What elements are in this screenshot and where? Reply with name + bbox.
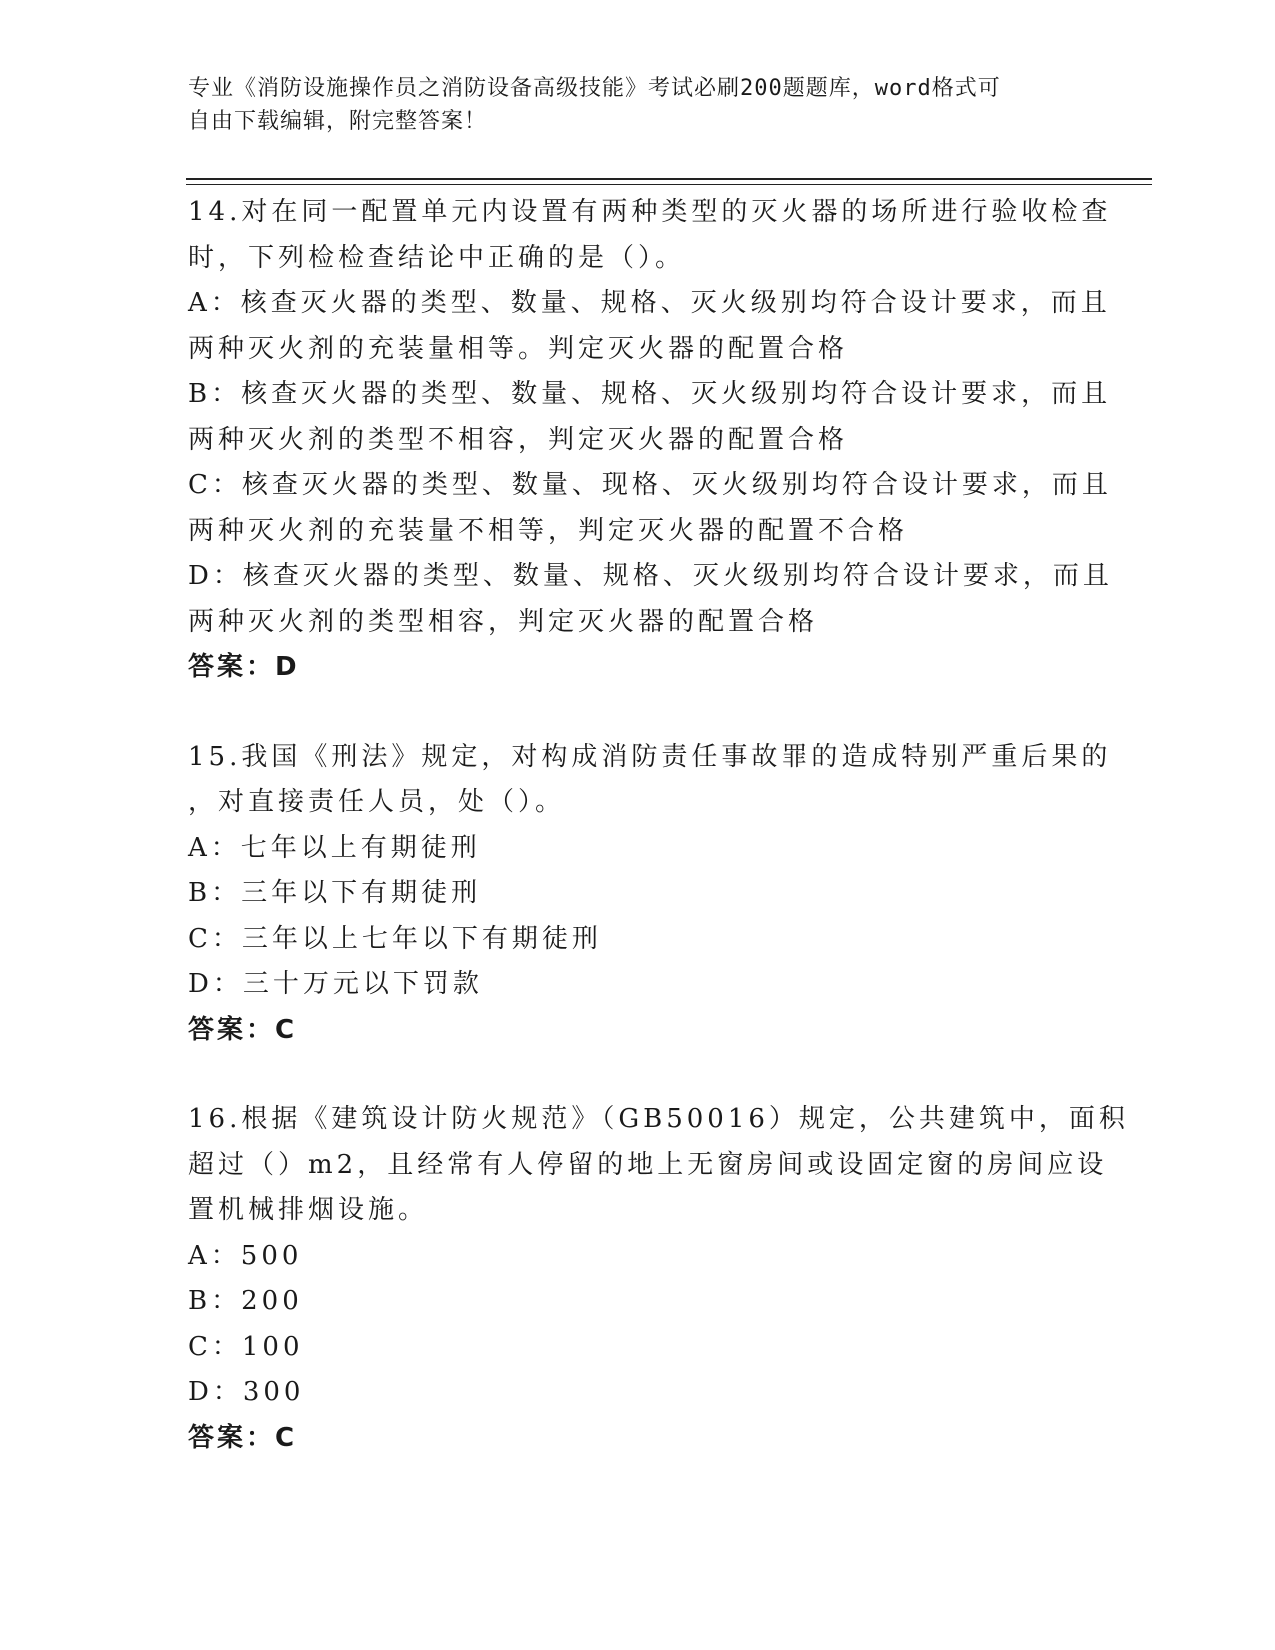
option-a-line: A：核查灭火器的类型、数量、规格、灭火级别均符合设计要求，而且 xyxy=(188,288,1111,318)
question-16 xyxy=(188,1097,1129,1461)
option-d-line: D：核查灭火器的类型、数量、规格、灭火级别均符合设计要求，而且 xyxy=(188,561,1113,591)
answer-label: 答案：D xyxy=(188,652,300,682)
question-15 xyxy=(188,735,1112,1054)
option-d-line: D：三十万元以下罚款 xyxy=(188,969,483,999)
option-b-line: B：200 xyxy=(188,1286,303,1316)
option-c-line: C：100 xyxy=(188,1331,304,1362)
header-divider-thin xyxy=(186,184,1152,185)
option-b-line: 两种灭火剂的类型不相容，判定灭火器的配置合格 xyxy=(188,424,849,455)
option-c-line: C：三年以上七年以下有期徒刑 xyxy=(188,923,602,954)
question-list xyxy=(188,190,1129,1461)
answer-label: 答案：C xyxy=(188,1422,298,1453)
question-stem-line: 14.对在同一配置单元内设置有两种类型的灭火器的场所进行验收检查 xyxy=(188,197,1112,227)
document-header xyxy=(188,72,1088,138)
question-stem-line: ，对直接责任人员，处（）。 xyxy=(188,787,566,817)
question-stem-line: 15.我国《刑法》规定，对构成消防责任事故罪的造成特别严重后果的 xyxy=(188,741,1112,772)
header-divider-thick xyxy=(186,178,1152,180)
question-stem-line: 置机械排烟设施。 xyxy=(188,1195,429,1225)
question-stem-line: 超过（）m2，且经常有人停留的地上无窗房间或设固定窗的房间应设 xyxy=(188,1149,1108,1180)
option-b-line: B：核查灭火器的类型、数量、规格、灭火级别均符合设计要求，而且 xyxy=(188,379,1112,409)
option-a-line: 两种灭火剂的充装量相等。判定灭火器的配置合格 xyxy=(188,333,849,364)
option-a-line: A：500 xyxy=(188,1240,303,1271)
question-14 xyxy=(188,190,1113,691)
option-c-line: C：核查灭火器的类型、数量、现格、灭火级别均符合设计要求，而且 xyxy=(188,470,1112,500)
option-d-line: D：300 xyxy=(188,1377,305,1407)
option-a-line: A：七年以上有期徒刑 xyxy=(188,832,481,863)
header-line-1: 专业《消防设施操作员之消防设备高级技能》考试必刷200题题库，word格式可 xyxy=(188,76,1001,101)
option-c-line: 两种灭火剂的充装量不相等，判定灭火器的配置不合格 xyxy=(188,515,909,546)
header-line-2: 自由下载编辑，附完整答案！ xyxy=(188,109,488,134)
question-stem-line: 时，下列检检查结论中正确的是（）。 xyxy=(188,242,686,273)
answer-label: 答案：C xyxy=(188,1014,298,1045)
question-stem-line: 16.根据《建筑设计防火规范》（GB50016）规定，公共建筑中，面积 xyxy=(188,1104,1129,1134)
option-d-line: 两种灭火剂的类型相容，判定灭火器的配置合格 xyxy=(188,606,819,637)
option-b-line: B：三年以下有期徒刑 xyxy=(188,878,482,908)
